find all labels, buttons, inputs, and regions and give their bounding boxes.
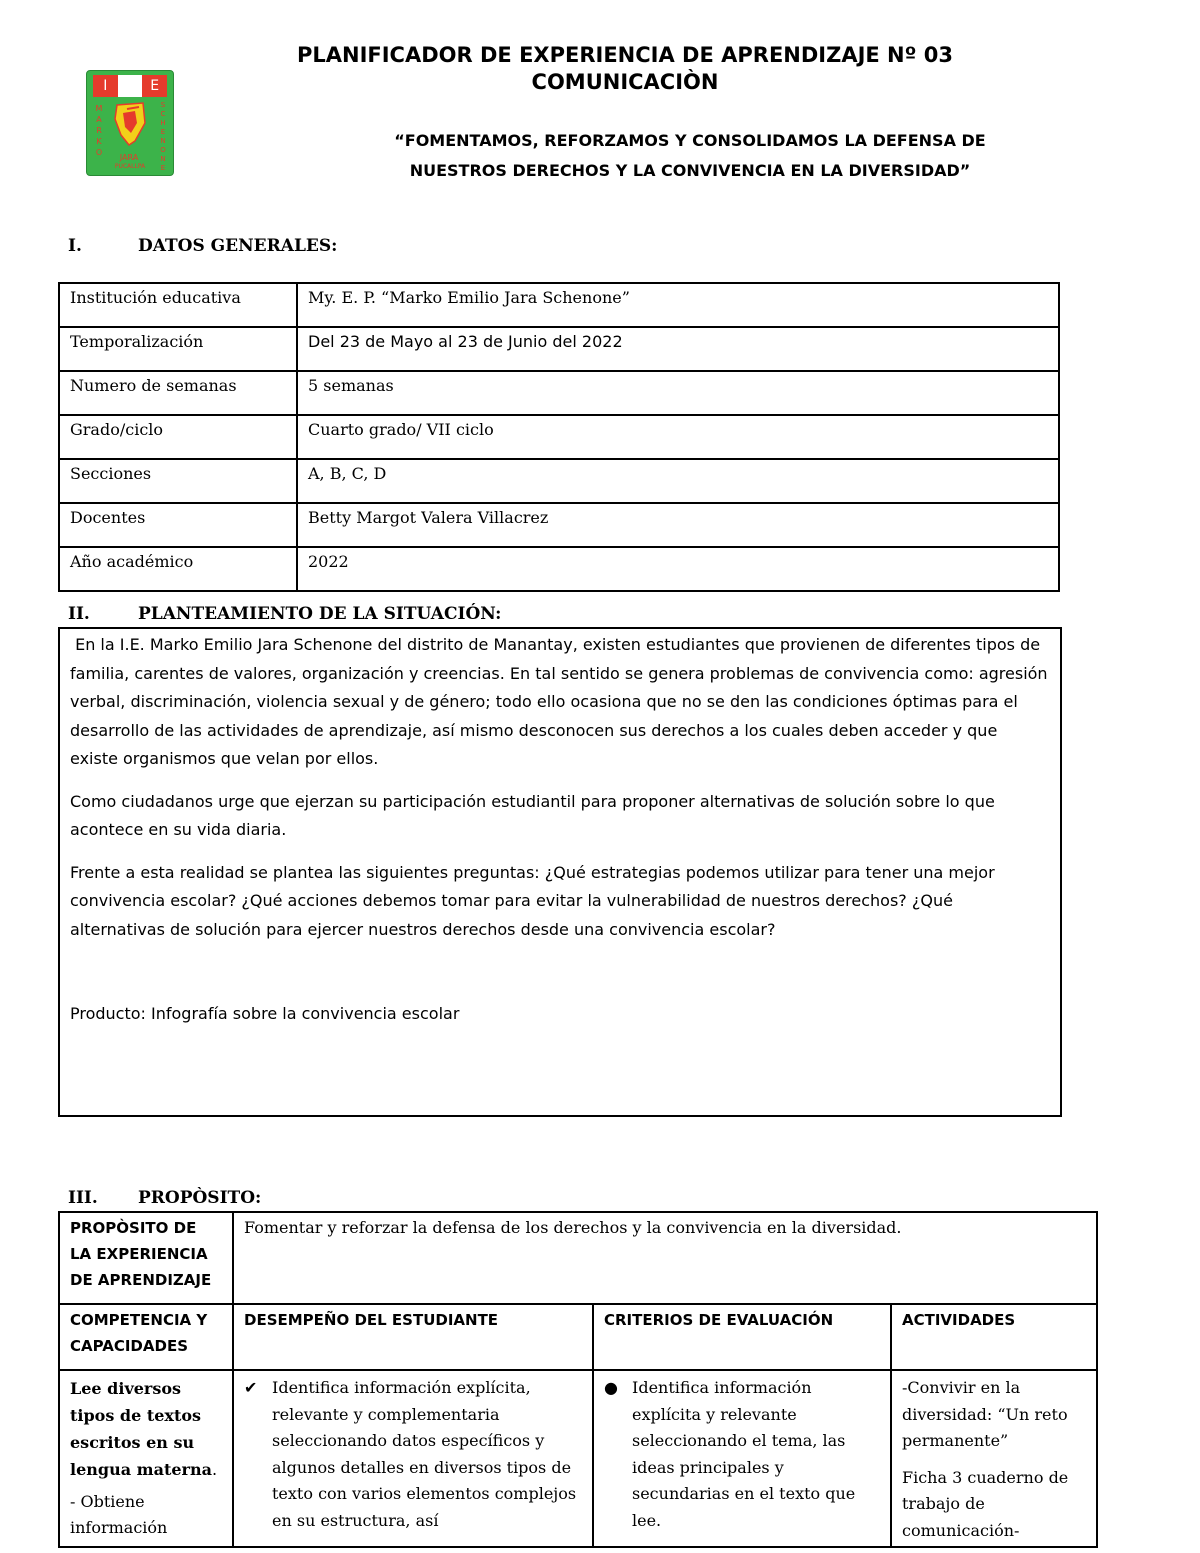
- section-number: III.: [68, 1188, 98, 1208]
- table-row: [59, 371, 1059, 415]
- table-row: [59, 327, 1059, 371]
- competencia-dot: .: [211, 1460, 218, 1479]
- situation-box: [58, 627, 1062, 1117]
- row-label: Temporalización: [59, 327, 297, 371]
- header-desempeno: DESEMPEÑO DEL ESTUDIANTE: [233, 1304, 593, 1370]
- competencia-title: Lee diversos tipos de textos escritos en su lengua materna: [70, 1379, 212, 1479]
- logo-flag-white: [118, 75, 143, 97]
- logo-bottom-text: JARA: [119, 153, 139, 162]
- page-subtitle: [300, 126, 1080, 186]
- section-heading-situation: [68, 604, 501, 624]
- section-heading-purpose: [68, 1188, 261, 1208]
- row-value: A, B, C, D: [297, 459, 1059, 503]
- desempeno-cell: [233, 1370, 593, 1547]
- row-value: 5 semanas: [297, 371, 1059, 415]
- table-row: [59, 1304, 1097, 1370]
- general-data-table: [58, 282, 1060, 592]
- shield-icon: [109, 99, 151, 151]
- desempeno-text: Identifica información explícita, relevante y complementaria seleccionando datos específicos y algunos detalles en diversos tipos de texto con varios elementos complejos en su estructura, así: [272, 1378, 577, 1530]
- table-row: [59, 503, 1059, 547]
- situation-paragraph: Como ciudadanos urge que ejerzan su participación estudiantil para proponer alternativas de solución sobre lo que acontece en su vida diaria.: [70, 791, 995, 839]
- logo-letter-left: I: [93, 75, 118, 97]
- row-label: Docentes: [59, 503, 297, 547]
- table-row: [59, 459, 1059, 503]
- row-value: Del 23 de Mayo al 23 de Junio del 2022: [297, 327, 1059, 371]
- row-label: Numero de semanas: [59, 371, 297, 415]
- row-label: Secciones: [59, 459, 297, 503]
- section-heading-general: [68, 236, 337, 256]
- competencia-cell: [59, 1370, 233, 1547]
- header-competencia: COMPETENCIA Y CAPACIDADES: [59, 1304, 233, 1370]
- check-icon: ✔: [244, 1378, 258, 1397]
- title-line-2: COMUNICACIÒN: [531, 70, 719, 94]
- situation-paragraph: Frente a esta realidad se plantea las siguientes preguntas: ¿Qué estrategias podemos utilizar para tener una mejor convivencia escolar? ¿Qué acciones debemos tomar para evitar la vulnerabilidad de nuestros derechos? ¿Qué alternativas de solución para ejercer nuestros derechos desde una convivencia escolar?: [70, 862, 995, 939]
- situation-product: Producto: Infografía sobre la convivencia escolar: [70, 1004, 460, 1023]
- section-title: DATOS GENERALES:: [138, 236, 338, 256]
- table-row: [59, 415, 1059, 459]
- logo-letter-right: E: [142, 75, 167, 97]
- page-title: [200, 42, 1050, 96]
- row-label: Año académico: [59, 547, 297, 591]
- criterio-cell: [593, 1370, 891, 1547]
- table-row: [59, 1212, 1097, 1304]
- purpose-label: PROPÒSITO DE LA EXPERIENCIA DE APRENDIZAJE: [59, 1212, 233, 1304]
- section-title: PLANTEAMIENTO DE LA SITUACIÓN:: [138, 604, 502, 624]
- row-value: My. E. P. “Marko Emilio Jara Schenone”: [297, 283, 1059, 327]
- subtitle-line-2: NUESTROS DERECHOS Y LA CONVIVENCIA EN LA DIVERSIDAD”: [409, 161, 971, 180]
- table-row: [59, 283, 1059, 327]
- purpose-text: Fomentar y reforzar la defensa de los derechos y la convivencia en la diversidad.: [233, 1212, 1097, 1304]
- capacidad-text: - Obtiene información: [70, 1492, 168, 1537]
- row-value: Betty Margot Valera Villacrez: [297, 503, 1059, 547]
- actividades-cell: [891, 1370, 1097, 1547]
- table-row: [59, 547, 1059, 591]
- logo-left-letters: M A R K O: [95, 104, 103, 157]
- logo-city-text: PUCALLPA: [114, 163, 146, 170]
- actividad-item: -Convivir en la diversidad: “Un reto permanente”: [902, 1378, 1068, 1450]
- situation-paragraph: En la I.E. Marko Emilio Jara Schenone del distrito de Manantay, existen estudiantes que provienen de diferentes tipos de familia, carentes de valores, organización y creencias. En tal sentido se genera problemas de convivencia como: agresión verbal, discriminación, violencia sexual y de género; todo ello ocasiona que no se den las condiciones óptimas para el desarrollo de las actividades de aprendizaje, así mismo desconocen sus derechos a los cuales deben acceder y que existe organismos que velan por ellos.: [70, 635, 1053, 768]
- bullet-icon: ●: [604, 1378, 618, 1397]
- title-line-1: PLANIFICADOR DE EXPERIENCIA DE APRENDIZAJE Nº 03: [296, 43, 954, 67]
- row-label: Institución educativa: [59, 283, 297, 327]
- subtitle-line-1: “FOMENTAMOS, REFORZAMOS Y CONSOLIDAMOS LA DEFENSA DE: [394, 131, 986, 150]
- section-number: II.: [68, 604, 90, 624]
- actividad-item: Ficha 3 cuaderno de trabajo de comunicación-: [902, 1467, 1069, 1540]
- school-logo: [86, 70, 174, 176]
- table-row: [59, 1370, 1097, 1547]
- section-title: PROPÒSITO:: [138, 1188, 262, 1208]
- row-value: Cuarto grado/ VII ciclo: [297, 415, 1059, 459]
- logo-top-bar: [93, 75, 167, 97]
- purpose-table: [58, 1211, 1098, 1548]
- logo-right-letters: S C H E N O N E: [160, 101, 166, 172]
- row-value: 2022: [297, 547, 1059, 591]
- section-number: I.: [68, 236, 82, 256]
- header-criterios: CRITERIOS DE EVALUACIÓN: [593, 1304, 891, 1370]
- criterio-text: Identifica información explícita y relevante seleccionando el tema, las ideas principales y secundarias en el texto que lee.: [632, 1378, 856, 1530]
- row-label: Grado/ciclo: [59, 415, 297, 459]
- header-actividades: ACTIVIDADES: [891, 1304, 1097, 1370]
